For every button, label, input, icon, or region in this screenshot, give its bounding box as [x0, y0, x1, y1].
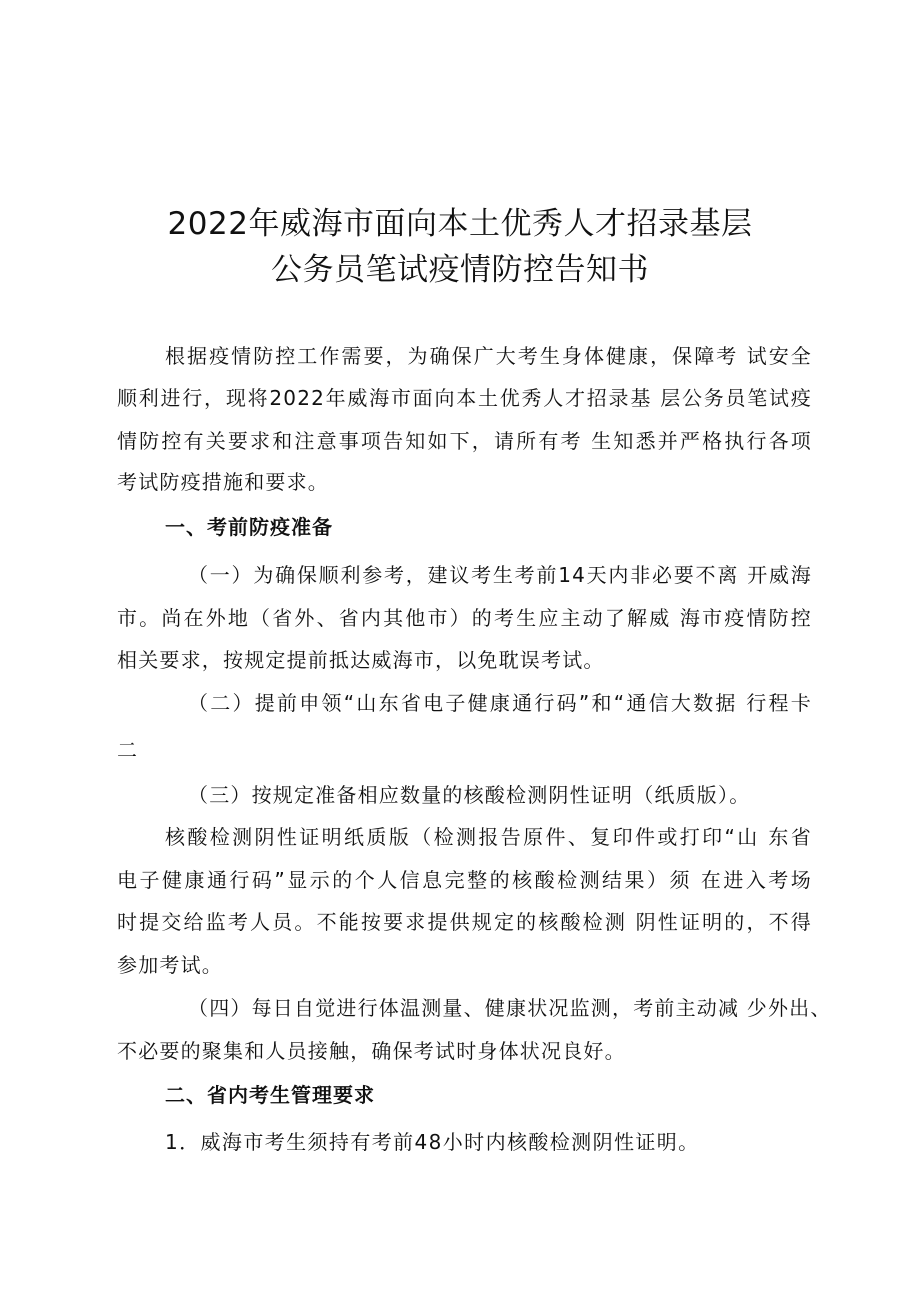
paragraph-line-15: 参加考试。	[117, 953, 223, 977]
paragraph-line-17: 不必要的聚集和人员接触，确保考试时身体状况良好。	[117, 1039, 626, 1063]
paragraph-line-16: （四）每日自觉进行体温测量、健康状况监测，考前主动减 少外出、	[188, 996, 832, 1020]
paragraph-line-9: （二）提前申领“山东省电子健康通行码”和“通信大数据 行程卡	[188, 691, 812, 715]
paragraph-line-12: 核酸检测阴性证明纸质版（检测报告原件、复印件或打印“山 东省	[165, 825, 812, 849]
document-title-line-2: 公务员笔试疫情防控告知书	[271, 252, 649, 288]
paragraph-line-4: 考试防疫措施和要求。	[117, 470, 329, 494]
paragraph-line-7: 市。尚在外地（省外、省内其他市）的考生应主动了解威 海市疫情防控	[117, 606, 812, 630]
paragraph-line-2: 顺利进行，现将2022年威海市面向本土优秀人才招录基 层公务员笔试疫	[117, 386, 812, 410]
paragraph-line-14: 时提交给监考人员。不能按要求提供规定的核酸检测 阴性证明的，不得	[117, 910, 812, 934]
paragraph-line-8: 相关要求，按规定提前抵达威海市，以免耽误考试。	[117, 648, 605, 672]
paragraph-line-1: 根据疫情防控工作需要，为确保广大考生身体健康，保障考 试安全	[165, 344, 812, 368]
paragraph-line-13: 电子健康通行码”显示的个人信息完整的核酸检测结果）须 在进入考场	[117, 868, 812, 892]
section-heading-1: 一、考前防疫准备	[165, 515, 333, 539]
paragraph-line-6: （一）为确保顺利参考，建议考生考前14天内非必要不离 开威海	[188, 563, 812, 587]
paragraph-line-10: 二	[117, 738, 139, 762]
paragraph-line-3: 情防控有关要求和注意事项告知如下，请所有考 生知悉并严格执行各项	[117, 429, 812, 453]
paragraph-line-11: （三）按规定准备相应数量的核酸检测阴性证明（纸质版）。	[188, 783, 751, 807]
section-heading-2: 二、省内考生管理要求	[165, 1083, 375, 1107]
numbered-item-1: 1．威海市考生须持有考前48小时内核酸检测阴性证明。	[165, 1130, 700, 1154]
document-title-line-1: 2022年威海市面向本土优秀人才招录基层	[167, 206, 753, 242]
